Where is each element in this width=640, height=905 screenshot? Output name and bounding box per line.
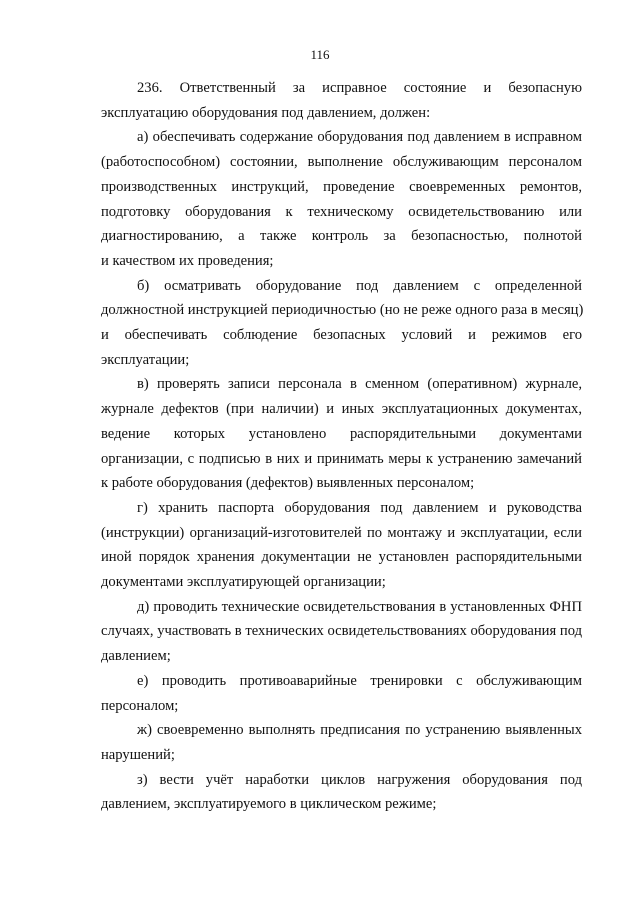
paragraph-236 bbox=[101, 76, 582, 125]
text-line: к работе оборудования (дефектов) выявленных персоналом; bbox=[101, 475, 475, 492]
text-line: (работоспособном) состоянии, выполнение обслуживающим персоналом bbox=[101, 154, 582, 171]
text-line: организации, с подписью в них и принимать меры к устранению замечаний bbox=[101, 450, 582, 467]
text-line: персоналом; bbox=[101, 697, 179, 714]
paragraph-d bbox=[101, 595, 582, 669]
text-line: и обеспечивать соблюдение безопасных условий и режимов его bbox=[101, 327, 582, 344]
text-line: давлением; bbox=[101, 648, 171, 665]
text-line: ж) своевременно выполнять предписания по устранению выявленных bbox=[137, 722, 582, 739]
text-line: в) проверять записи персонала в сменном (оперативном) журнале, bbox=[137, 376, 582, 393]
text-line: е) проводить противоаварийные тренировки с обслуживающим bbox=[137, 672, 582, 689]
text-line: эксплуатацию оборудования под давлением, должен: bbox=[101, 104, 431, 121]
text-line: нарушений; bbox=[101, 746, 175, 763]
text-line: з) вести учёт наработки циклов нагружения оборудования под bbox=[137, 771, 582, 788]
paragraph-zh bbox=[101, 718, 582, 767]
paragraph-a bbox=[101, 125, 582, 273]
text-line: журнале дефектов (при наличии) и иных эксплуатационных документах, bbox=[101, 401, 582, 418]
text-line: б) осматривать оборудование под давлением с определенной bbox=[137, 277, 582, 294]
text-line: должностной инструкцией периодичностью (но не реже одного раза в месяц) bbox=[101, 302, 584, 319]
text-line: производственных инструкций, проведение своевременных ремонтов, bbox=[101, 178, 582, 195]
text-line: д) проводить технические освидетельствования в установленных ФНП bbox=[137, 598, 582, 615]
text-line: и качеством их проведения; bbox=[101, 252, 274, 269]
page-number: 116 bbox=[310, 47, 330, 62]
document-body bbox=[101, 76, 582, 817]
text-line: (инструкции) организаций-изготовителей по монтажу и эксплуатации, если bbox=[101, 524, 582, 541]
text-line: иной порядок хранения документации не установлен распорядительными bbox=[101, 549, 582, 566]
text-line: а) обеспечивать содержание оборудования под давлением в исправном bbox=[137, 129, 582, 146]
paragraph-b bbox=[101, 274, 582, 373]
text-line: г) хранить паспорта оборудования под давлением и руководства bbox=[137, 499, 582, 516]
text-line: диагностированию, а также контроль за безопасностью, полнотой bbox=[101, 228, 582, 245]
text-line: 236. Ответственный за исправное состояние и безопасную bbox=[137, 80, 582, 96]
text-line: документами эксплуатирующей организации; bbox=[101, 574, 386, 591]
text-line: ведение которых установлено распорядительными документами bbox=[101, 425, 582, 442]
paragraph-v bbox=[101, 372, 582, 496]
text-line: давлением, эксплуатируемого в циклическом режиме; bbox=[101, 796, 437, 813]
text-line: эксплуатации; bbox=[101, 351, 190, 368]
paragraph-g bbox=[101, 496, 582, 595]
paragraph-z bbox=[101, 768, 582, 817]
text-line: случаях, участвовать в технических освидетельствованиях оборудования под bbox=[101, 623, 582, 640]
paragraph-e bbox=[101, 669, 582, 718]
text-line: подготовку оборудования к техническому освидетельствованию или bbox=[101, 203, 582, 220]
